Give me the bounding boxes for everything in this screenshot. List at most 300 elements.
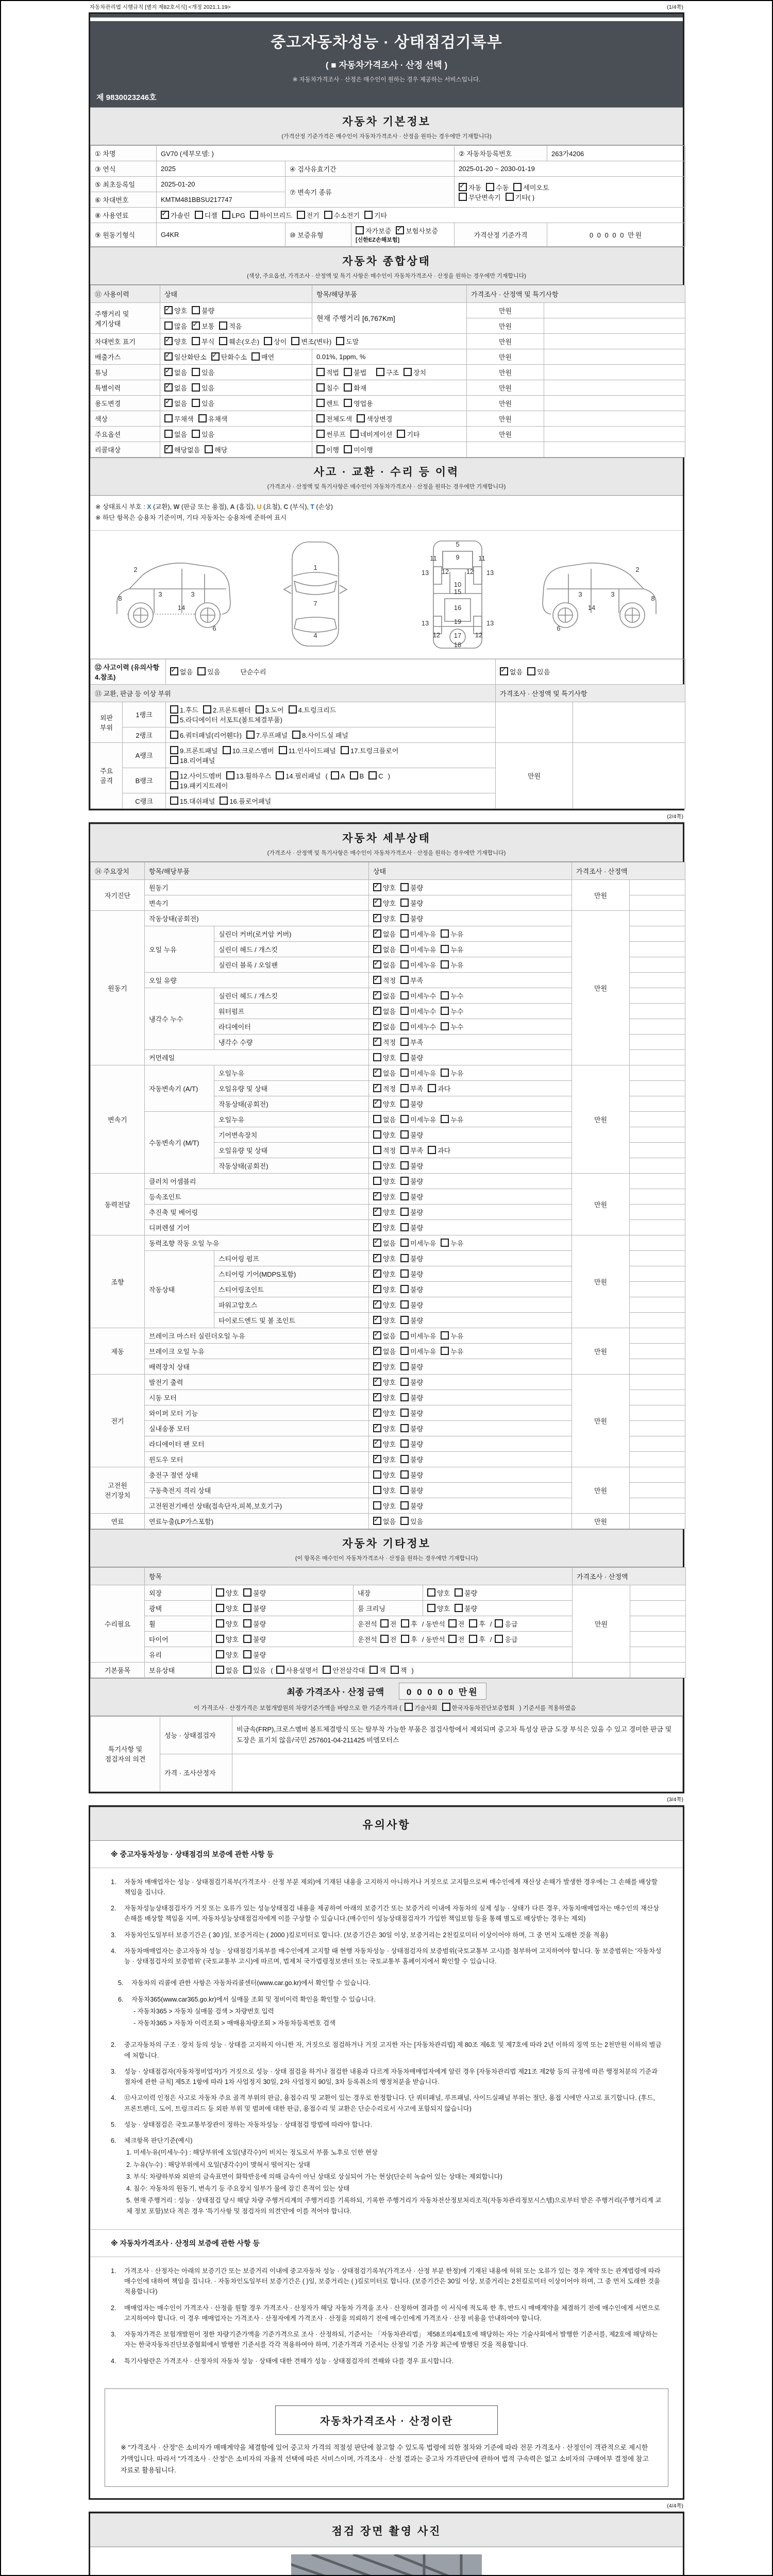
- unchecked-checkbox-icon: [495, 1635, 503, 1643]
- table-row: 주요 골격 A랭크 9.프론트패널 10.크로스멤버 11.인사이드패널 17.트렁크플로어 18.리어패널 만원: [91, 742, 685, 768]
- unchecked-checkbox-icon: [404, 368, 412, 376]
- checkbox-option: 응급: [495, 1619, 517, 1629]
- checkbox-option: 7.루프패널: [246, 730, 288, 740]
- checkbox-option: 구조: [376, 367, 399, 377]
- unchecked-checkbox-icon: [400, 1424, 409, 1432]
- checked-checkbox-icon: [373, 1099, 381, 1108]
- unchecked-checkbox-icon: [219, 321, 227, 330]
- unchecked-checkbox-icon: [400, 976, 409, 984]
- checkbox-option: 16.플로어패널: [220, 796, 271, 806]
- table-row: ⑨ 원동기형식 G4KR ⑩ 보증유형 자가보증 ✓ 보험사보증[신한EZ손해보험] 가격산정 기준가격 0 0 0 0 0 만원: [91, 223, 685, 247]
- checked-checkbox-icon: [373, 883, 381, 891]
- unchecked-checkbox-icon: [316, 414, 325, 422]
- table-row: 추진축 및 베어링 ✓ 양호 불량: [91, 1204, 685, 1219]
- checked-checkbox-icon: [373, 1007, 381, 1015]
- unchecked-checkbox-icon: [400, 1347, 409, 1355]
- checkbox-option: 미세누유: [400, 1114, 436, 1124]
- unchecked-checkbox-icon: [316, 445, 325, 453]
- checkbox-option: ✓ 해당없음: [164, 445, 200, 454]
- table-row: 색상 무채색 유채색 전체도색 색상변경 만원: [91, 411, 685, 427]
- notice-item-text: 성능 · 상태점검자(자동차정비업자)가 거짓으로 성능 · 상태 점검을 하거나 점검한 내용과 다르게 자동차매매업자에게 알린 경우 [자동차관리법 제21조 제2항 등의 규정에 따른 행정처분의 기준과 절차에 관한 규칙] 제5조 1항에 따라 1차 사업정지 30일, 2차 사업정지 90일, 3차 등록취소의 행정처분을 받습니다.: [124, 2067, 658, 2086]
- unchecked-checkbox-icon: [164, 414, 173, 422]
- unchecked-checkbox-icon: [316, 430, 325, 438]
- checked-checkbox-icon: [373, 1269, 381, 1278]
- notice-item-text: 중고자동차의 구조 · 장치 등의 성능 · 상태를 고지하지 아니한 자, 거짓으로 점검하거나 거짓 고지한 자는 [자동차관리법] 제 80조 제6호 및 제7호에 따라 2년 이하의 징역 또는 2천만원 이하의 벌금에 처합니다.: [124, 2041, 662, 2059]
- checkbox-option: 미세누유: [400, 960, 436, 970]
- table-header-row: 항목 가격조사 · 산정액: [91, 1567, 686, 1585]
- unchecked-checkbox-icon: [216, 1588, 224, 1597]
- state-code: W: [173, 503, 180, 511]
- checkbox-option: ✓ 양호: [373, 1408, 396, 1418]
- checkbox-option: 무단변속기: [459, 192, 501, 202]
- checked-checkbox-icon: [373, 1038, 381, 1046]
- checkbox-option: 9.프론트패널: [170, 745, 218, 755]
- checkbox-option: 장치: [404, 367, 426, 377]
- unchecked-checkbox-icon: [344, 445, 352, 453]
- checked-checkbox-icon: [373, 1069, 381, 1077]
- unchecked-checkbox-icon: [401, 1635, 409, 1643]
- notice-item: [111, 2329, 662, 2350]
- final-price-row: [90, 1683, 683, 1700]
- checkbox-option: 매연: [251, 352, 274, 362]
- page2-box: [89, 822, 684, 1793]
- checkbox-option: 불량: [400, 883, 423, 892]
- table-row: ③ 연식 2025 ④ 검사유효기간 2025-01-20 ~ 2030-01-19: [91, 161, 685, 177]
- checkbox-option: 누수: [441, 1006, 463, 1016]
- checkbox-option: 불량: [400, 1099, 423, 1109]
- checkbox-option: 하이브리드: [250, 210, 292, 220]
- unchecked-checkbox-icon: [400, 1409, 409, 1417]
- state-code: T: [310, 503, 314, 511]
- checkbox-option: 불량: [400, 1300, 423, 1310]
- checked-checkbox-icon: [211, 352, 220, 361]
- unchecked-checkbox-icon: [170, 756, 178, 764]
- checked-checkbox-icon: [373, 1192, 381, 1200]
- unchecked-checkbox-icon: [506, 193, 514, 201]
- unchecked-checkbox-icon: [400, 1146, 409, 1154]
- checkbox-option: ✓ 없음: [373, 1346, 396, 1356]
- etc-subtitle: (이 항목은 매수인이 자동차가격조사 · 산정을 원하는 경우에만 기재합니다): [295, 1555, 478, 1562]
- unchecked-checkbox-icon: [316, 383, 325, 392]
- unchecked-checkbox-icon: [400, 1192, 409, 1200]
- checkbox-option: ✓ 양호: [373, 883, 396, 892]
- checked-checkbox-icon: [373, 991, 381, 999]
- checkbox-option: 해당: [205, 445, 227, 454]
- panel-number: 15: [453, 587, 462, 596]
- table-row: 리콜대상 ✓ 해당없음 해당 이행 미이행: [91, 442, 685, 457]
- checkbox-option: 있음: [400, 1516, 423, 1526]
- unchecked-checkbox-icon: [243, 1604, 251, 1612]
- unchecked-checkbox-icon: [455, 1604, 463, 1612]
- table-row: 자기진단 원동기 ✓ 양호 불량 만원: [91, 879, 685, 895]
- checkbox-option: 양호: [216, 1650, 239, 1659]
- state-code: C: [283, 503, 289, 511]
- checkbox-option: 양호: [373, 1176, 396, 1186]
- checkbox-option: ✓ 양호: [373, 1454, 396, 1464]
- checkbox-option: 누유: [441, 1238, 463, 1248]
- checkbox-option: 화재: [344, 383, 366, 393]
- checkbox-option: 무채색: [164, 414, 194, 423]
- unchecked-checkbox-icon: [279, 746, 287, 754]
- checkbox-option: 기술사회: [405, 1703, 437, 1712]
- unchecked-checkbox-icon: [400, 1239, 409, 1247]
- checkbox-option: 세미오토: [513, 182, 549, 192]
- panel-number: 3: [191, 590, 195, 598]
- table-row: 특별이력 ✓ 없음 있음 침수 화재 만원: [91, 380, 685, 396]
- notice-item: [111, 2066, 662, 2088]
- unchecked-checkbox-icon: [170, 731, 178, 739]
- unchecked-checkbox-icon: [198, 414, 207, 422]
- accident-band: [90, 457, 683, 496]
- checked-checkbox-icon: [164, 399, 173, 407]
- checked-checkbox-icon: [373, 1424, 381, 1432]
- unchecked-checkbox-icon: [250, 211, 258, 219]
- checkbox-option: 후: [401, 1634, 417, 1644]
- checkbox-option: 불량: [400, 1470, 423, 1480]
- checkbox-option: 불량: [243, 1650, 266, 1659]
- unchecked-checkbox-icon: [216, 1635, 224, 1643]
- unchecked-checkbox-icon: [400, 1254, 409, 1262]
- checkbox-option: 10.크로스멤버: [223, 745, 274, 755]
- notice-band: [90, 1807, 683, 1841]
- panel-number: 12: [466, 567, 474, 575]
- table-row: 커먼레일 양호 불량: [91, 1049, 685, 1065]
- unchecked-checkbox-icon: [203, 705, 211, 714]
- table-row: 작동상태(공회전) ✓ 양호 불량: [91, 1096, 685, 1111]
- unchecked-checkbox-icon: [170, 781, 178, 789]
- checked-checkbox-icon: [373, 1223, 381, 1231]
- notice-item-number: 5.: [118, 1979, 124, 1987]
- checkbox-option: C: [368, 771, 383, 780]
- notice-item: [111, 1946, 662, 1967]
- checkbox-option: ✓ 없음: [164, 398, 187, 408]
- panel-number: 2: [635, 565, 640, 573]
- checked-checkbox-icon: [192, 321, 200, 330]
- unchecked-checkbox-icon: [486, 183, 494, 191]
- checkbox-option: ✓ 양호: [373, 1099, 396, 1109]
- unchecked-checkbox-icon: [344, 368, 352, 376]
- accident-subtitle: (가격조사 · 산정액 및 특기사항은 매수인이 자동차가격조사 · 산정을 원하는 경우에만 기재합니다): [267, 484, 506, 490]
- unchecked-checkbox-icon: [469, 1635, 477, 1643]
- checkbox-option: 있음: [192, 429, 214, 439]
- unchecked-checkbox-icon: [243, 1588, 251, 1597]
- car-side-left-diagram: [109, 538, 238, 650]
- checkbox-option: 13.휠하우스: [226, 771, 271, 781]
- checkbox-option: ✓ 없음: [373, 929, 396, 939]
- table-row: 동력전달 클러치 어셈블리 양호 불량 만원: [91, 1173, 685, 1189]
- checkbox-option: 불량: [400, 1501, 423, 1511]
- checked-checkbox-icon: [373, 914, 381, 922]
- table-row: 스티어링 기어(MDPS포함) ✓ 양호 불량: [91, 1266, 685, 1281]
- page-marker-2: (2/4쪽): [667, 813, 683, 820]
- unchecked-checkbox-icon: [373, 1130, 381, 1139]
- unchecked-checkbox-icon: [400, 1099, 409, 1108]
- checkbox-option: 누유: [441, 960, 463, 970]
- table-row: 와이퍼 모터 기능 ✓ 양호 불량: [91, 1405, 685, 1420]
- panel-number: 6: [212, 624, 216, 632]
- panel-number: 13: [421, 619, 429, 627]
- checkbox-option: ✓ 양호: [373, 1362, 396, 1371]
- unchecked-checkbox-icon: [441, 929, 449, 938]
- unchecked-checkbox-icon: [400, 960, 409, 969]
- basic-info-title: 자동차 기본정보: [342, 116, 431, 128]
- unchecked-checkbox-icon: [222, 211, 230, 219]
- checkbox-option: 불량: [243, 1603, 266, 1613]
- checkbox-option: 불량: [400, 1362, 423, 1371]
- checkbox-option: 불량: [243, 1634, 266, 1644]
- table-row: 브레이크 오일 누유 ✓ 없음 미세누유 누유: [91, 1343, 685, 1359]
- checked-checkbox-icon: [164, 352, 173, 361]
- checked-checkbox-icon: [161, 211, 169, 219]
- unchecked-checkbox-icon: [400, 1455, 409, 1463]
- unchecked-checkbox-icon: [400, 1486, 409, 1494]
- unchecked-checkbox-icon: [243, 1635, 251, 1643]
- checkbox-option: 훼손(오손): [219, 336, 259, 346]
- unchecked-checkbox-icon: [170, 796, 178, 805]
- checkbox-option: ✓ 양호: [373, 1439, 396, 1449]
- checkbox-option: 5.라디에이터 서포트(볼트체결부품): [170, 715, 282, 724]
- state-code-legend: [90, 496, 683, 531]
- checkbox-option: 있음: [527, 667, 550, 676]
- panel-number: 16: [453, 603, 462, 612]
- notice-item: [111, 2303, 662, 2324]
- checkbox-option: 양호: [427, 1588, 450, 1598]
- checkbox-option: 부족: [400, 1037, 423, 1047]
- table-row: 광택 양호 불량 룸 크리닝 양호 불량: [91, 1600, 686, 1616]
- checkbox-option: 불량: [455, 1603, 477, 1613]
- checkbox-option: 안전삼각대: [323, 1665, 365, 1675]
- unchecked-checkbox-icon: [441, 1007, 449, 1015]
- checkbox-option: 전: [380, 1634, 397, 1644]
- checkbox-option: 누유: [441, 1068, 463, 1078]
- checkbox-option: ✓ 없음: [164, 383, 187, 393]
- unchecked-checkbox-icon: [344, 383, 352, 392]
- table-row: 고전원전기배선 상태(접속단자,피복,보호기구) 양호 불량: [91, 1498, 685, 1513]
- checkbox-option: 불량: [400, 1284, 423, 1294]
- notice-item: [111, 2136, 662, 2216]
- notice-item-number: 6.: [111, 2137, 116, 2144]
- notice-subitem: - 자동차365 > 자동차 이력조회 > 매매용차량조회 > 자동차등록번호 검색: [133, 2020, 336, 2027]
- checkbox-option: 변조(변타): [291, 336, 331, 346]
- checkbox-option: ✓ 가솔린: [161, 210, 190, 220]
- checkbox-option: 사용설명서: [276, 1665, 318, 1675]
- state-code: A: [230, 503, 235, 511]
- unchecked-checkbox-icon: [369, 1666, 378, 1674]
- etc-title: 자동차 기타정보: [342, 1537, 431, 1550]
- notice-item: [111, 2040, 662, 2061]
- checkbox-option: 2.프론트휀더: [203, 705, 251, 715]
- state-code: X: [147, 503, 152, 511]
- checkbox-option: 미세누유: [400, 1331, 436, 1341]
- notice-item-text: 성능 · 상태점검은 국토교통부장관이 정하는 자동차성능 · 상태점검 방법에 따라야 합니다.: [124, 2121, 373, 2128]
- checkbox-option: 불량: [400, 1315, 423, 1325]
- checkbox-option: ✓ 없음: [373, 991, 396, 1001]
- unchecked-checkbox-icon: [243, 1619, 251, 1628]
- checkbox-option: 침수: [316, 383, 339, 393]
- panel-number: 3: [158, 590, 162, 598]
- unchecked-checkbox-icon: [195, 211, 203, 219]
- unchecked-checkbox-icon: [192, 306, 200, 314]
- checked-checkbox-icon: [373, 929, 381, 938]
- checkbox-option: 유채색: [198, 414, 228, 423]
- unchecked-checkbox-icon: [400, 1130, 409, 1139]
- checkbox-option: 기타: [364, 210, 387, 220]
- checked-checkbox-icon: [459, 183, 467, 191]
- checkbox-option: 불량: [400, 1454, 423, 1464]
- unchecked-checkbox-icon: [400, 1269, 409, 1278]
- table-row: 기어변속장치 양호 불량: [91, 1127, 685, 1142]
- unchecked-checkbox-icon: [243, 1650, 251, 1658]
- unchecked-checkbox-icon: [276, 1666, 284, 1674]
- checkbox-option: ✓ 보통: [192, 321, 214, 331]
- checkbox-option: 전: [448, 1634, 465, 1644]
- table-row: 외판 부위 1랭크 1.후드 2.프론트휀더 3.도어 4.트렁크리드 5.라디에이터 서포트(볼트체결부품): [91, 702, 685, 727]
- table-row: 2랭크 6.쿼터패널(리어휀다) 7.루프패널 8.사이드실 패널: [91, 727, 685, 742]
- unchecked-checkbox-icon: [251, 352, 260, 361]
- checkbox-option: 기타( ): [506, 192, 534, 202]
- unchecked-checkbox-icon: [527, 667, 535, 675]
- unchecked-checkbox-icon: [216, 1604, 224, 1612]
- state-code: (흠집),: [234, 503, 257, 511]
- table-row: 변속기 자동변속기 (A/T) 오일누유 ✓ 없음 미세누유 누유 만원: [91, 1065, 685, 1080]
- table-row: 워터펌프 ✓ 없음 미세누수 누수: [91, 1003, 685, 1019]
- table-row: 라디에이터 팬 모터 ✓ 양호 불량: [91, 1436, 685, 1451]
- checkbox-option: ✓ 양호: [373, 1192, 396, 1201]
- checkbox-option: ✓ 없음: [373, 1006, 396, 1016]
- photo-front-view: [291, 2554, 482, 2576]
- panel-number: 13: [486, 568, 494, 577]
- unchecked-checkbox-icon: [246, 731, 255, 739]
- checkbox-option: ✓ 양호: [373, 1284, 396, 1294]
- table-row: 연료 연료누출(LP가스포함) ✓ 없음 있음 만원: [91, 1513, 685, 1529]
- unchecked-checkbox-icon: [243, 1666, 251, 1674]
- checkbox-option: ✓ 양호: [373, 1207, 396, 1217]
- table-row: 시동 모터 ✓ 양호 불량: [91, 1389, 685, 1405]
- checkbox-option: 렌트: [316, 398, 339, 408]
- unchecked-checkbox-icon: [495, 1619, 503, 1628]
- checkbox-option: 양호: [216, 1588, 239, 1598]
- unchecked-checkbox-icon: [276, 771, 284, 779]
- notice-item-number: 3.: [111, 2331, 116, 2338]
- panel-number: 17: [453, 631, 462, 639]
- unchecked-checkbox-icon: [324, 211, 332, 219]
- checkbox-option: 3.도어: [256, 705, 284, 715]
- checkbox-option: 불량: [400, 1423, 423, 1433]
- checkbox-option: 양호: [373, 1161, 396, 1171]
- unchecked-checkbox-icon: [331, 771, 339, 779]
- checked-checkbox-icon: [373, 960, 381, 969]
- table-row: 라디에이터 ✓ 없음 미세누수 누수: [91, 1019, 685, 1034]
- unchecked-checkbox-icon: [373, 1053, 381, 1061]
- page3-box: [89, 1805, 684, 2500]
- state-code-note2: ※ 하단 항목은 승용차 기준이며, 기타 자동차는 승용차에 준하여 표시: [95, 514, 287, 522]
- unchecked-checkbox-icon: [316, 399, 325, 407]
- unchecked-checkbox-icon: [459, 193, 467, 201]
- unchecked-checkbox-icon: [400, 991, 409, 999]
- unchecked-checkbox-icon: [264, 337, 272, 345]
- unchecked-checkbox-icon: [400, 883, 409, 891]
- checkbox-option: ✓자동: [459, 182, 481, 192]
- checkbox-option: 불량: [400, 1192, 423, 1201]
- table-row: 배출가스 ✓ 일산화탄소 ✓ 탄화수소 매연 0.01%, 1ppm, % 만원: [91, 349, 685, 365]
- checkbox-option: 과다: [428, 1083, 450, 1093]
- checkbox-option: 색상변경: [357, 414, 392, 423]
- checkbox-option: 미세누유: [400, 1346, 436, 1356]
- checkbox-option: ✓ 양호: [373, 1300, 396, 1310]
- checkbox-option: 11.인사이드패널: [279, 745, 336, 755]
- notice-item-text: 가격조사 · 산정자는 아래의 보증기간 또는 보증거리 이내에 중고자동차 성능 · 상태점검기록부(가격조사 · 산정 부분 한정)에 기재된 내용에 허위 또는 오류가 있는 경우 계약 또는 관계법령에 따라 매수인에 대하여 책임을 집니다. · 자동차인도일부터 보증기간은 ( )일, 보증거리는 ( )킬로미터로 합니다. (보증기간은 30일 이상, 보증거리는 2천킬로미터 이상이어야 하며, 그 중 먼저 도래한 것을 적용합니다): [124, 2267, 661, 2296]
- notice-item-text: 자동차의 리콜에 관한 사항은 자동차리콜센터(www.car.go.kr)에서 확인할 수 있습니다.: [131, 1979, 371, 1987]
- checkbox-option: 불량: [400, 1393, 423, 1402]
- notice-item-number: 5.: [111, 2121, 116, 2128]
- checkbox-option: ✓ 양호: [373, 1377, 396, 1387]
- unchecked-checkbox-icon: [441, 1347, 449, 1355]
- checkbox-option: 누수: [441, 1022, 463, 1031]
- checkbox-option: 양호: [216, 1603, 239, 1613]
- unchecked-checkbox-icon: [455, 1588, 463, 1597]
- panel-number: 8: [118, 594, 122, 602]
- document-note: ※ 자동차가격조사 · 산정은 매수인이 원하는 경우 제공하는 서비스입니다.: [292, 77, 481, 83]
- checkbox-option: 6.쿼터패널(리어휀다): [170, 730, 242, 740]
- unchecked-checkbox-icon: [192, 368, 200, 376]
- checkbox-option: ✓ 적정: [373, 975, 396, 985]
- unchecked-checkbox-icon: [400, 1053, 409, 1061]
- table-row: 윈도우 모터 ✓ 양호 불량: [91, 1451, 685, 1467]
- panel-number: 11: [430, 554, 437, 562]
- state-code: U: [257, 503, 262, 511]
- table-row: 작동상태(공회전) 양호 불량: [91, 1158, 685, 1173]
- checkbox-option: 8.사이드실 패널: [292, 730, 348, 740]
- unchecked-checkbox-icon: [170, 705, 178, 714]
- table-row: 디퍼렌셜 기어 ✓ 양호 불량: [91, 1219, 685, 1235]
- unchecked-checkbox-icon: [400, 1378, 409, 1386]
- car-bottom-diagram: [393, 538, 522, 650]
- unchecked-checkbox-icon: [400, 1316, 409, 1324]
- unchecked-checkbox-icon: [513, 183, 522, 191]
- unchecked-checkbox-icon: [400, 1439, 409, 1448]
- checkbox-option: 미세누수: [400, 1022, 436, 1031]
- unchecked-checkbox-icon: [400, 1007, 409, 1015]
- panel-number: 12: [441, 567, 449, 575]
- header-stripe: [90, 18, 683, 21]
- unchecked-checkbox-icon: [356, 226, 364, 234]
- unchecked-checkbox-icon: [400, 914, 409, 922]
- unchecked-checkbox-icon: [226, 771, 234, 779]
- panel-number: 8: [651, 594, 655, 602]
- notice-item-number: 2.: [111, 2041, 116, 2049]
- table-row: 용도변경 ✓ 없음 있음 렌트 영업용 만원: [91, 396, 685, 411]
- checkbox-option: ✓ 없음: [373, 1238, 396, 1248]
- page4-box: [89, 2512, 684, 2576]
- checkbox-option: 불량: [400, 1176, 423, 1186]
- unchecked-checkbox-icon: [373, 1486, 381, 1494]
- unchecked-checkbox-icon: [400, 1115, 409, 1123]
- checkbox-option: 양호: [216, 1634, 239, 1644]
- table-row: 전기 발전기 출력 ✓ 양호 불량 만원: [91, 1374, 685, 1389]
- unchecked-checkbox-icon: [205, 445, 213, 453]
- panel-number: 9: [456, 553, 460, 561]
- notice-sec1-title: ※ 중고자동차성능 · 상태점검의 보증에 관한 사항 등: [90, 1841, 683, 1868]
- document-subtitle: ( ■ 자동차가격조사 · 산정 선택 ): [325, 60, 448, 70]
- notice-list-2: [90, 2257, 683, 2379]
- unchecked-checkbox-icon: [400, 1084, 409, 1092]
- checked-checkbox-icon: [373, 1331, 381, 1340]
- photo-front-cell: [90, 2547, 683, 2576]
- checkbox-option: 전체도색: [316, 414, 352, 423]
- table-header-row: ⑬ 교환, 판금 등 이상 부위 가격조사 · 산정액 및 특기사항: [91, 684, 685, 702]
- checkbox-option: 불량: [400, 1207, 423, 1217]
- notice-item: [111, 1930, 662, 1940]
